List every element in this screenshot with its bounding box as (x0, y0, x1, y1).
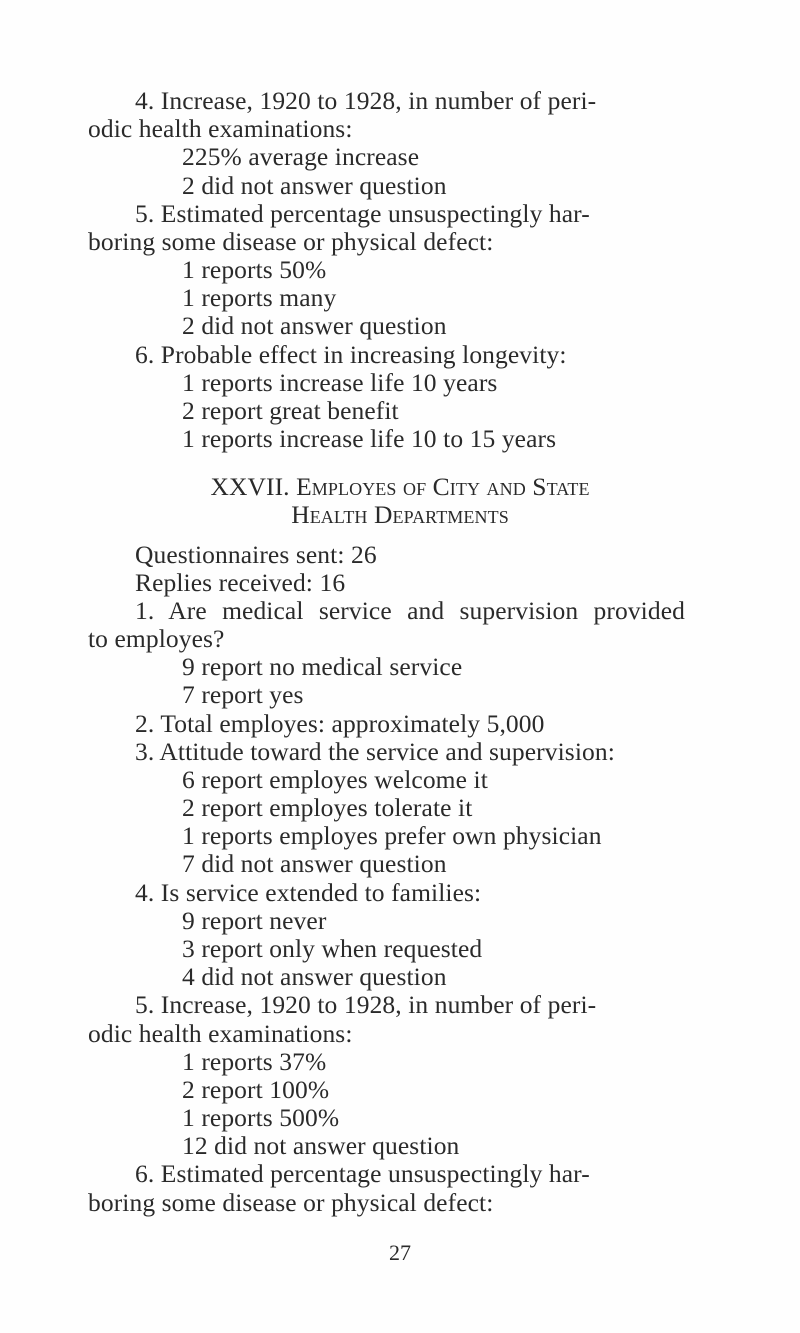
question-5-answer-3: 2 did not answer question (182, 311, 447, 340)
question-4-answer-2: 2 did not answer question (182, 171, 447, 200)
question-5-answer-2: 1 reports many (182, 283, 337, 312)
q3-line-1: 3. Attitude toward the service and supervision: (135, 737, 615, 766)
question-4-line-1: 4. Increase, 1920 to 1928, in number of peri- (135, 86, 597, 115)
q3-answer-4: 7 did not answer question (182, 849, 447, 878)
q6-line-2: boring some disease or physical defect: (88, 1188, 494, 1217)
question-5-line-1: 5. Estimated percentage unsuspectingly har- (135, 199, 590, 228)
question-6-answer-2: 2 report great benefit (182, 396, 399, 425)
question-5-answer-1: 1 reports 50% (182, 255, 327, 284)
q3-answer-3: 1 reports employes prefer own physician (182, 821, 602, 850)
question-5-line-2: boring some disease or physical defect: (88, 227, 494, 256)
q5-line-1: 5. Increase, 1920 to 1928, in number of peri- (135, 990, 597, 1019)
question-6-answer-1: 1 reports increase life 10 years (182, 368, 498, 397)
q1-answer-2: 7 report yes (182, 680, 304, 709)
question-4-answer-1: 225% average increase (182, 142, 420, 171)
q5-answer-4: 12 did not answer question (182, 1131, 460, 1160)
question-6-answer-3: 1 reports increase life 10 to 15 years (182, 424, 557, 453)
q4-answer-3: 4 did not answer question (182, 962, 447, 991)
q4-answer-1: 9 report never (182, 906, 327, 935)
questionnaires-sent: Questionnaires sent: 26 (135, 540, 377, 569)
q1-answer-1: 9 report no medical service (182, 652, 463, 681)
question-4-line-2: odic health examinations: (88, 114, 353, 143)
replies-received: Replies received: 16 (135, 568, 346, 597)
section-heading-line-1: XXVII. Employes of City and State (210, 472, 590, 501)
q5-line-2: odic health examinations: (88, 1019, 353, 1048)
q1-line-1: 1. Are medical service and supervision provided (135, 596, 685, 625)
q3-answer-1: 6 report employes welcome it (182, 765, 488, 794)
q5-answer-2: 2 report 100% (182, 1075, 330, 1104)
q4-answer-2: 3 report only when requested (182, 934, 483, 963)
q5-answer-1: 1 reports 37% (182, 1047, 327, 1076)
q5-answer-3: 1 reports 500% (182, 1103, 340, 1132)
q1-line-2: to employes? (88, 624, 225, 653)
q3-answer-2: 2 report employes tolerate it (182, 793, 473, 822)
page-number: 27 (389, 1240, 411, 1265)
q4-line-1: 4. Is service extended to families: (135, 878, 482, 907)
section-heading-line-2: Health Departments (291, 500, 509, 529)
q6-line-1: 6. Estimated percentage unsuspectingly har- (135, 1159, 590, 1188)
question-6-line-1: 6. Probable effect in increasing longevity: (135, 340, 567, 369)
q2-line-1: 2. Total employes: approximately 5,000 (135, 709, 545, 738)
